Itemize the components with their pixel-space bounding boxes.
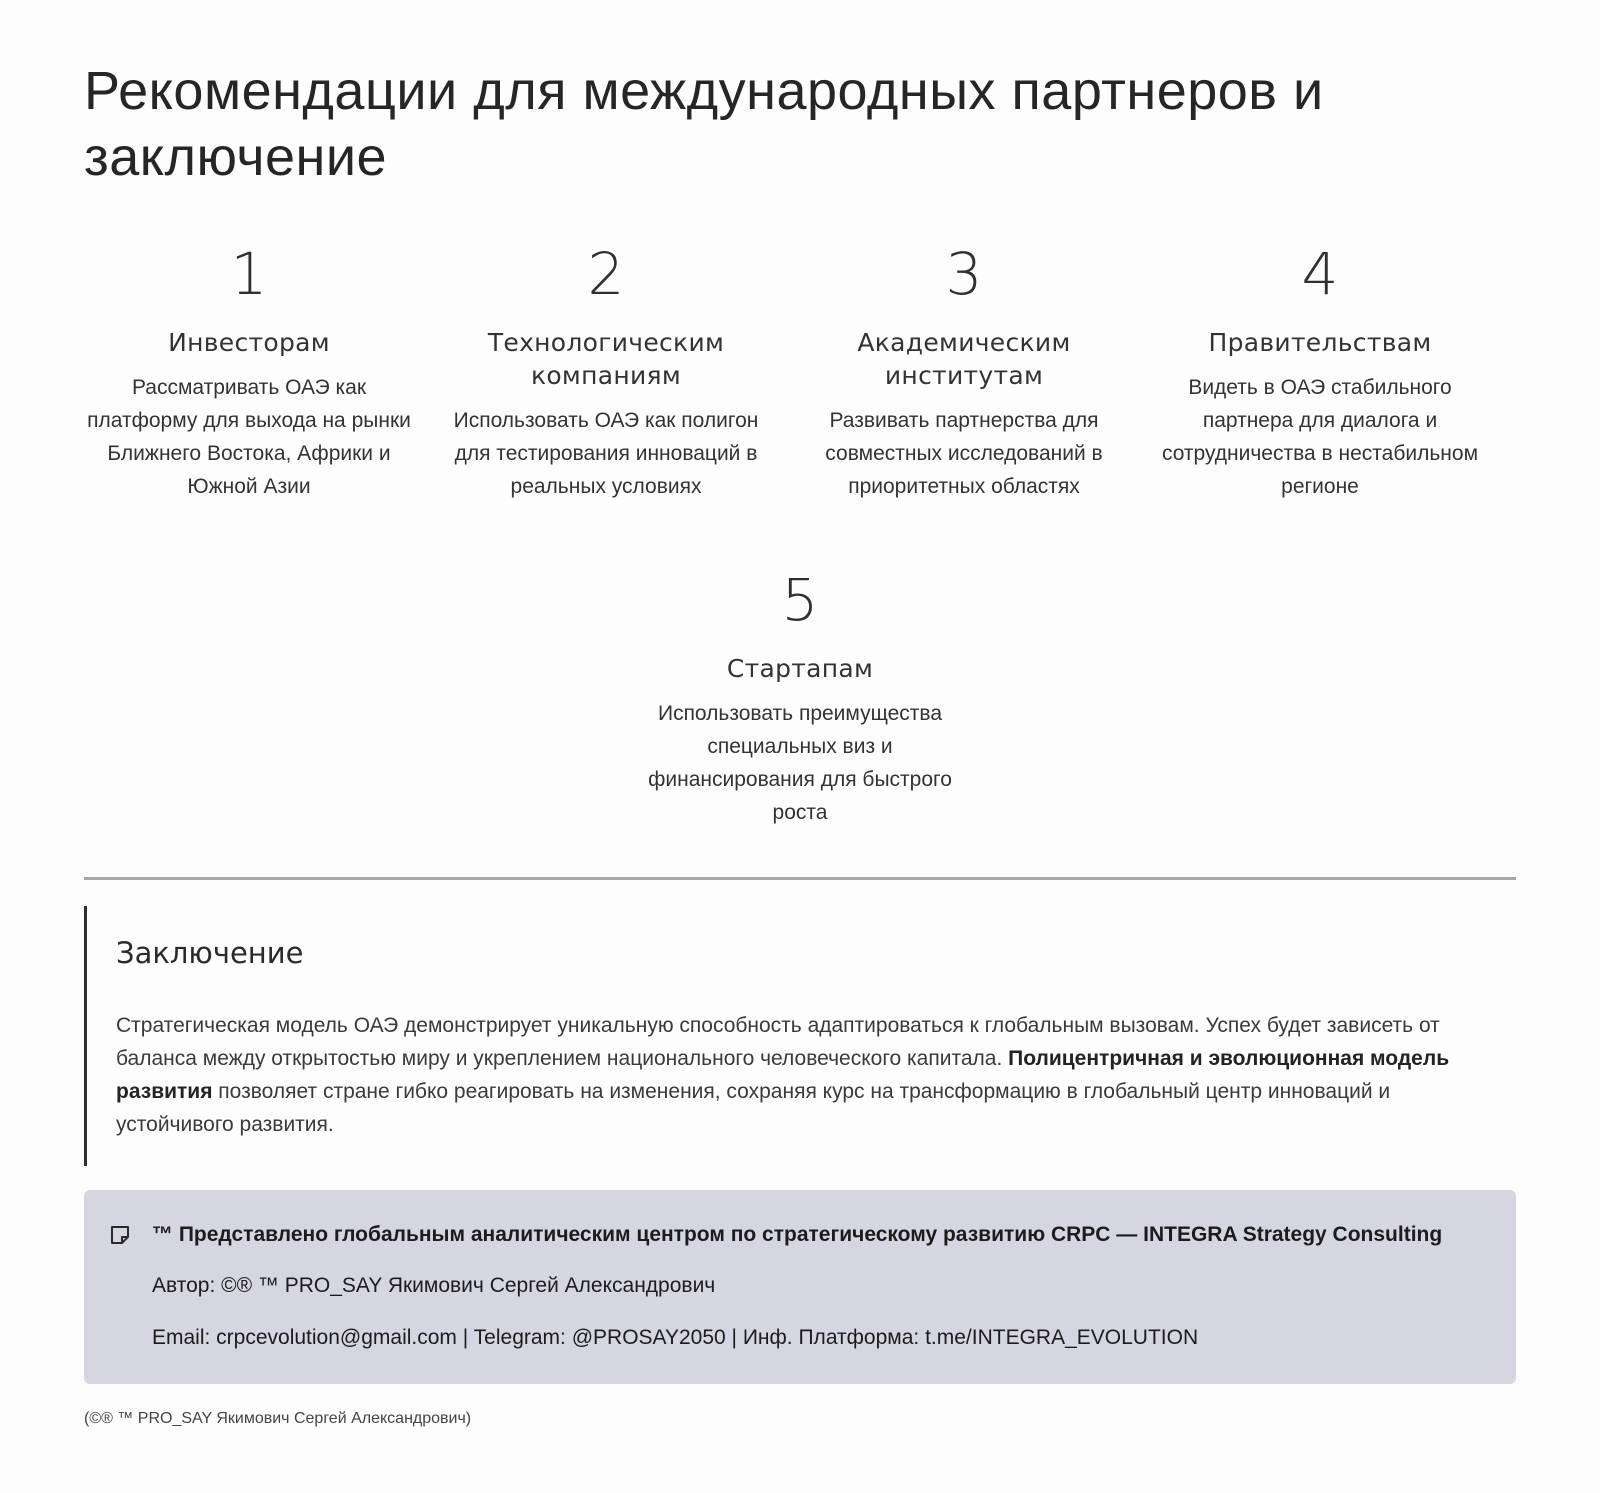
presented-by: ™ Представлено глобальным аналитическим центром по стратегическому развитию CRPC — INTEGRA Strategy Consulting [152,1223,1443,1246]
card-number: 4 [1301,240,1339,308]
card-description: Видеть в ОАЭ стабильного партнера для диалога и сотрудничества в нестабильном регионе [1161,376,1479,498]
card-academic [794,236,1134,503]
card-description: Использовать ОАЭ как полигон для тестирования инноваций в реальных условиях [453,409,759,498]
card-investors [79,236,419,503]
conclusion-text-end: позволяет стране гибко реагировать на изменения, сохраняя курс на трансформацию в глобальный центр инноваций и устойчивого развития. [116,1080,1391,1136]
card-title: Технологическим компаниям [487,328,725,390]
card-title: Инвесторам [168,328,330,357]
conclusion-heading: Заключение [116,936,304,970]
card-description: Использовать преимущества специальных виз и финансирования для быстрого роста [648,702,952,824]
card-tech-companies [436,236,776,503]
author-line: Автор: ©® ™ PRO_SAY Якимович Сергей Александрович [152,1274,716,1297]
card-title: Академическим институтам [857,328,1071,390]
info-box [84,1190,1516,1384]
conclusion-text-start: Стратегическая модель ОАЭ демонстрирует уникальную способность адаптироваться к глобальным вызовам. Успех будет зависеть от баланса между открытостью миру и укреплением национального человеческого капитала. [116,1014,1440,1070]
conclusion-text [116,1009,1456,1141]
card-startups [630,562,970,829]
recommendation-cards [84,236,1516,836]
card-number: 3 [945,240,983,308]
card-title: Стартапам [726,654,874,683]
card-description: Развивать партнерства для совместных исследований в приоритетных областях [825,409,1103,498]
note-icon [109,1224,131,1246]
card-number: 2 [587,240,625,308]
card-number: 1 [230,240,268,308]
conclusion-text-bold: Полицентричная и эволюционная модель развития [116,1047,1450,1103]
card-title: Правительствам [1208,328,1432,357]
conclusion-block [84,906,1484,1166]
footer-copyright: (©® ™ PRO_SAY Якимович Сергей Александрович) [84,1410,472,1427]
card-number: 5 [781,566,819,634]
page-title: Рекомендации для международных партнеров и заключение [84,61,1324,187]
contacts-line: Email: crpcevolution@gmail.com | Telegram: @PROSAY2050 | Инф. Платформа: t.me/INTEGRA_EVOLUTION [152,1326,1199,1349]
section-divider [84,877,1516,880]
card-description: Рассматривать ОАЭ как платформу для выхода на рынки Ближнего Востока, Африки и Южной Азии [87,376,411,498]
card-governments [1150,236,1490,503]
